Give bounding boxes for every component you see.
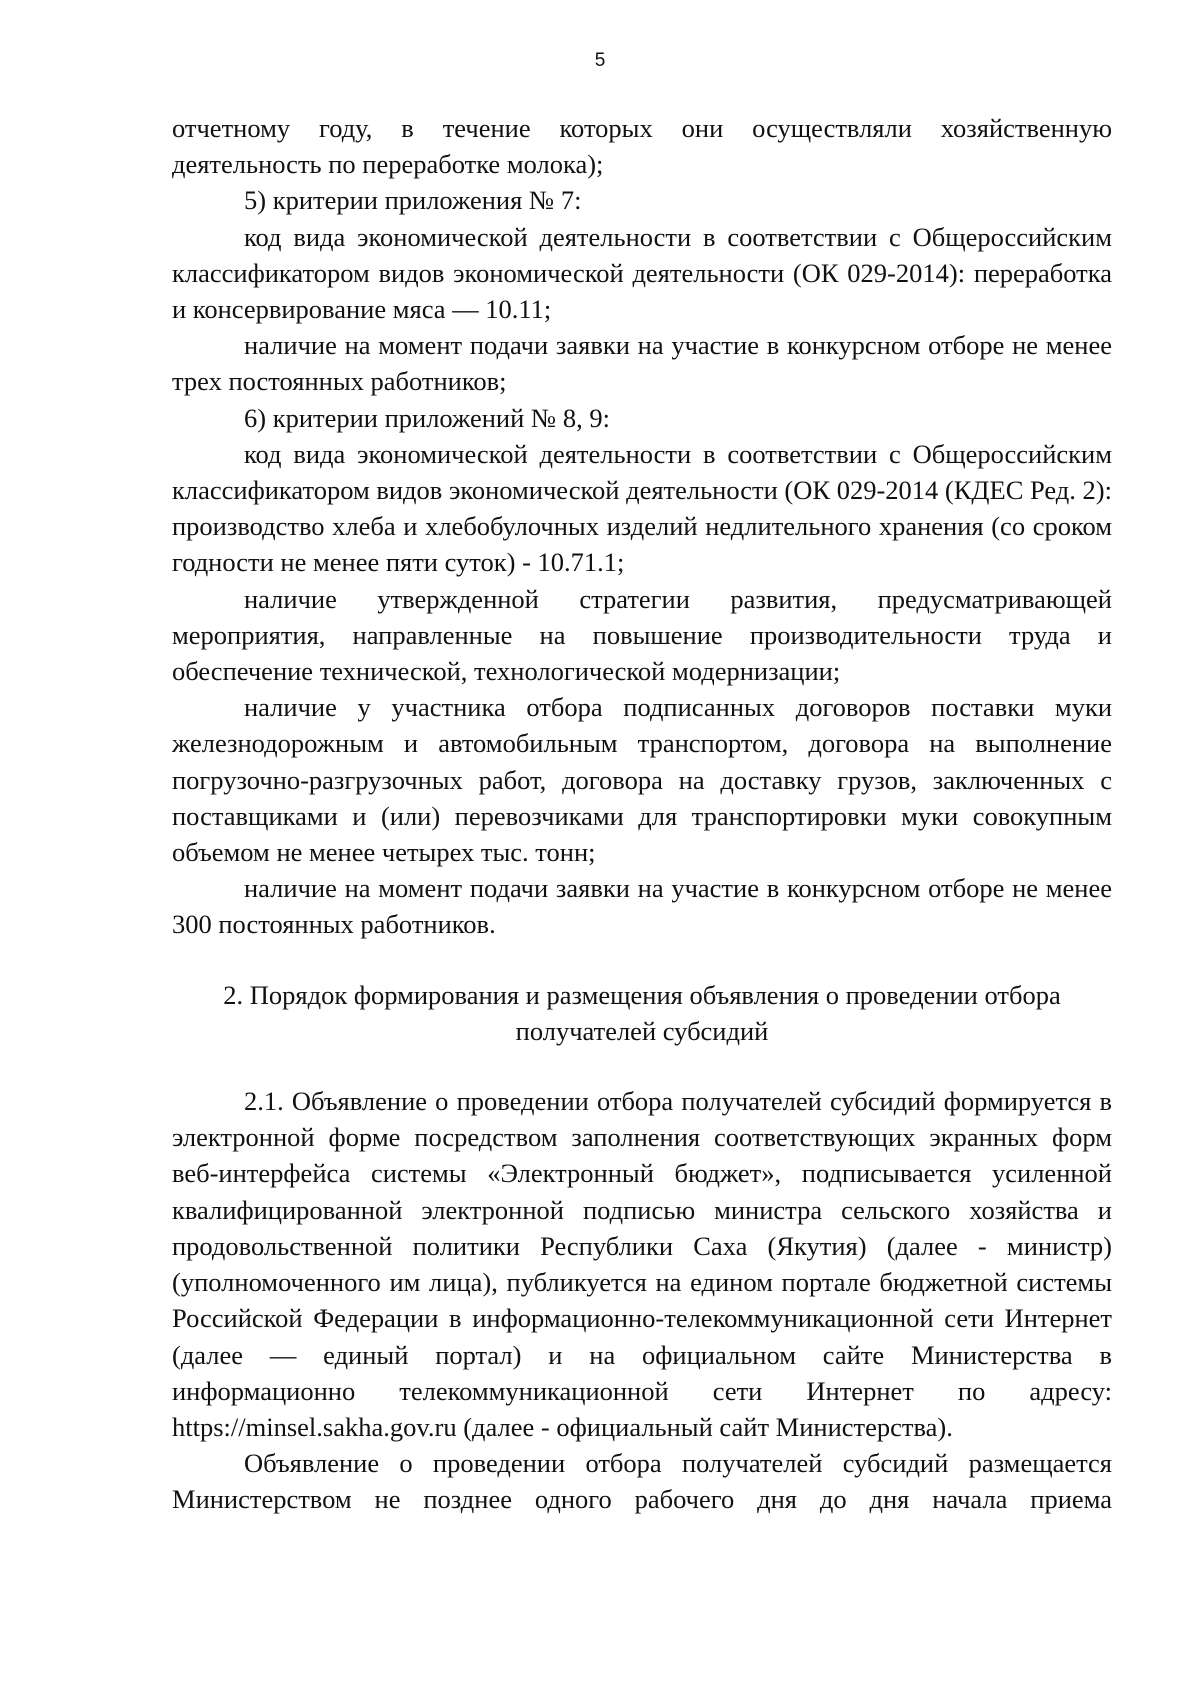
paragraph-criteria-8-9-workers: наличие на момент подачи заявки на участие в конкурсном отборе не менее 300 постоянных работников.: [172, 873, 1112, 940]
paragraph-criteria-7-heading: 5) критерии приложения № 7:: [244, 185, 582, 216]
document-body: [172, 110, 1112, 1518]
paragraph-criteria-7-okved: код вида экономической деятельности в соответствии с Общероссийским классификатором видов экономической деятельности (ОК 029-2014): переработка и консервирование мяса — 10.11;: [172, 221, 1112, 325]
page-number: 5: [594, 50, 606, 71]
section-heading: [172, 977, 1112, 1049]
paragraph-criteria-8-9-contracts: наличие у участника отбора подписанных договоров поставки муки железнодорожным и автомобильным транспортом, договора на выполнение погрузочно-разгрузочных работ, договора на доставку грузов, заключенных с поставщиками и (или) перевозчиками для транспортировки муки совокупным объемом не менее четырех тыс. тонн;: [172, 692, 1112, 868]
paragraph-2-1: 2.1. Объявление о проведении отбора получателей субсидий формируется в электронной форме посредством заполнения соответствующих экранных форм веб-интерфейса системы «Электронный бюджет», подписывается усиленной квалифицированной электронной подписью министра сельского хозяйства и продовольственной политики Республики Саха (Якутия) (далее - министр) (уполномоченного им лица), публикуется на едином портале бюджетной системы Российской Федерации в информационно-телекоммуникационной сети Интернет (далее — единый портал) и на официальном сайте Министерства в информационно телекоммуникационной сети Интернет по адресу: https://minsel.sakha.gov.ru (далее - официальный сайт Министерства).: [172, 1086, 1112, 1442]
section-heading-line-2: получателей субсидий: [515, 1015, 769, 1046]
paragraph-criteria-7-workers: наличие на момент подачи заявки на участие в конкурсном отборе не менее трех постоянных работников;: [172, 330, 1112, 397]
paragraph-criteria-8-9-heading: 6) критерии приложений № 8, 9:: [244, 402, 610, 433]
section-heading-line-1: 2. Порядок формирования и размещения объявления о проведении отбора: [223, 979, 1061, 1010]
paragraph-announcement-timing: Объявление о проведении отбора получателей субсидий размещается Министерством не позднее одного рабочего дня до дня начала приема: [172, 1448, 1112, 1515]
paragraph-criteria-8-9-strategy: наличие утвержденной стратегии развития, предусматривающей мероприятия, направленные на повышение производительности труда и обеспечение технической, технологической модернизации;: [172, 583, 1112, 687]
paragraph-continuation: отчетному году, в течение которых они осуществляли хозяйственную деятельность по переработке молока);: [172, 113, 1112, 180]
paragraph-criteria-8-9-okved: код вида экономической деятельности в соответствии с Общероссийским классификатором видов экономической деятельности (ОК 029-2014 (КДЕС Ред. 2): производство хлеба и хлебобулочных изделий недлительного хранения (со сроком годности не менее пяти суток) - 10.71.1;: [172, 438, 1112, 578]
